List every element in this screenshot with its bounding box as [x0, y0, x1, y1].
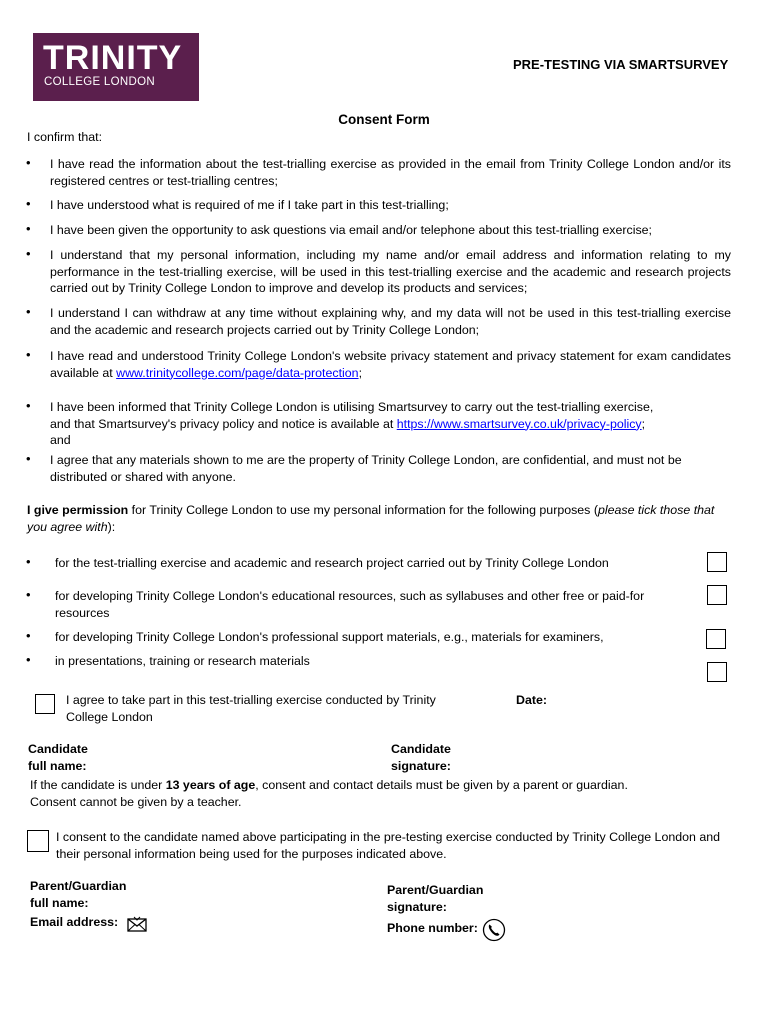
privacy-suffix: ;	[358, 365, 363, 380]
email-label: Email address:	[30, 915, 119, 929]
purpose-item: in presentations, training or research materials	[55, 654, 310, 668]
permission-body: for Trinity College London to use my personal information for the following purposes (	[128, 503, 598, 517]
bullet-icon: •	[26, 304, 31, 319]
smartsurvey-line-3: and	[50, 433, 71, 447]
bullet-icon: •	[26, 246, 31, 261]
guardian-consent-text: I consent to the candidate named above participating in the pre-testing exercise conducted by Trinity College London and their personal information being used for the purposes indicated above.	[56, 830, 721, 861]
permission-text	[27, 502, 727, 535]
permission-end: ):	[107, 519, 116, 534]
smartsurvey-line-2: and that Smartsurvey's privacy policy and notice is available at	[50, 416, 397, 431]
candidate-signature-label-line-1: Candidate	[391, 742, 451, 756]
materials-item: I agree that any materials shown to me are the property of Trinity College London, are confidential, and must not be distributed or shared with anyone.	[50, 453, 682, 484]
guardian-note-pre: If the candidate is under	[30, 778, 166, 792]
guardian-note-line-2: Consent cannot be given by a teacher.	[30, 794, 242, 809]
smartsurvey-line-1: I have been informed that Trinity College London is utilising Smartsurvey to carry out the test-trialling exercise,	[50, 400, 654, 414]
purpose-checkbox[interactable]	[707, 552, 727, 572]
logo-subtitle: COLLEGE LONDON	[44, 76, 155, 88]
guardian-note	[30, 777, 730, 810]
confirm-item: I have understood what is required of me if I take part in this test-trialling;	[50, 198, 449, 212]
candidate-signature-label-line-2: signature:	[391, 758, 451, 773]
bullet-icon: •	[26, 554, 31, 569]
bullet-icon: •	[26, 587, 31, 602]
smartsurvey-link[interactable]: https://www.smartsurvey.co.uk/privacy-policy	[396, 416, 642, 431]
page-title: Consent Form	[338, 112, 430, 127]
guardian-name-label	[30, 878, 126, 911]
bullet-icon: •	[26, 628, 31, 643]
telephone-icon	[482, 918, 506, 942]
bullet-icon: •	[26, 196, 31, 211]
bullet-icon: •	[26, 398, 31, 413]
confirm-item: I understand that my personal information, including my name and/or email address and information relating to my performance in the test-trialling exercise, will be used in this test-trialling exercise and the academic and research projects carried out by Trinity College London to improve and develop its products and services;	[50, 248, 731, 295]
privacy-item	[50, 348, 731, 381]
intro-text: I confirm that:	[27, 130, 103, 144]
confirm-item: I understand I can withdraw at any time without explaining why, and my data will not be used in this test-trialling exercise and the academic and research projects carried out by Trinity College London;	[50, 306, 731, 337]
candidate-name-label-line-1: Candidate	[28, 742, 88, 756]
bullet-icon: •	[26, 451, 31, 466]
guardian-note-post: , consent and contact details must be given by a parent or guardian.	[255, 778, 628, 792]
envelope-icon	[127, 916, 147, 933]
logo-wordmark: TRINITY	[43, 39, 183, 77]
purpose-item: for developing Trinity College London's educational resources, such as syllabuses and other free or paid-for resources	[55, 589, 645, 620]
smartsurvey-suffix: ;	[641, 416, 646, 431]
purpose-item: for the test-trialling exercise and academic and research project carried out by Trinity College London	[55, 556, 609, 570]
purpose-checkbox[interactable]	[706, 629, 726, 649]
candidate-name-label-line-2: full name:	[28, 758, 87, 773]
candidate-signature-label	[391, 741, 451, 774]
bullet-icon: •	[26, 155, 31, 170]
purpose-checkbox[interactable]	[707, 585, 727, 605]
smartsurvey-item	[50, 399, 700, 449]
privacy-link[interactable]: www.trinitycollege.com/page/data-protection	[116, 365, 359, 380]
permission-italic: please tick those that you agree with	[27, 503, 715, 534]
privacy-text: I have read and understood Trinity College London's website privacy statement and privacy statement for exam candidates available at	[50, 349, 731, 380]
bullet-icon: •	[26, 652, 31, 667]
date-label: Date:	[516, 693, 547, 707]
agree-text: I agree to take part in this test-trialling exercise conducted by Trinity College London	[66, 693, 436, 724]
guardian-signature-label	[387, 882, 483, 915]
bullet-icon: •	[26, 347, 31, 362]
guardian-consent-checkbox[interactable]	[27, 830, 49, 852]
bullet-icon: •	[26, 221, 31, 236]
header-title: PRE-TESTING VIA SMARTSURVEY	[513, 57, 729, 72]
guardian-name-label-line-1: Parent/Guardian	[30, 879, 127, 893]
trinity-logo	[33, 33, 199, 101]
purpose-item: for developing Trinity College London's professional support materials, e.g., materials for examiners,	[55, 630, 604, 644]
confirm-item: I have read the information about the test-trialling exercise as provided in the email from Trinity College London and/or its registered centres or test-trialling centres;	[50, 157, 731, 188]
agree-checkbox[interactable]	[35, 694, 55, 714]
phone-label: Phone number:	[387, 921, 478, 935]
confirm-item: I have been given the opportunity to ask questions via email and/or telephone about this test-trialling exercise;	[50, 223, 652, 237]
candidate-name-label	[28, 741, 88, 774]
guardian-signature-label-line-2: signature:	[387, 899, 447, 914]
guardian-signature-label-line-1: Parent/Guardian	[387, 883, 484, 897]
permission-bold: I give permission	[27, 503, 129, 517]
purpose-checkbox[interactable]	[707, 662, 727, 682]
guardian-name-label-line-2: full name:	[30, 895, 89, 910]
guardian-note-bold: 13 years of age	[165, 778, 256, 792]
